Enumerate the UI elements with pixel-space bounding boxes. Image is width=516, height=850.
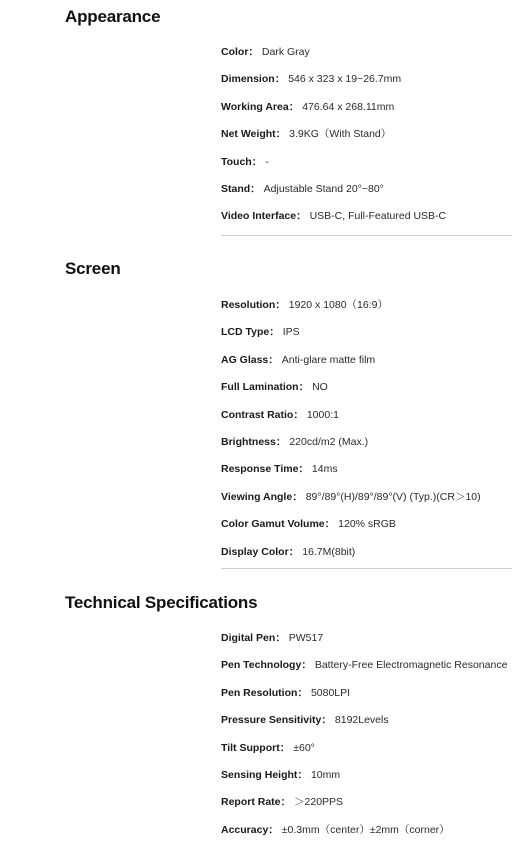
spec-separator: ： [288, 100, 300, 113]
spec-value: - [265, 155, 269, 168]
spec-separator: ： [301, 659, 312, 672]
spec-separator: ： [288, 545, 300, 558]
spec-value: ＞220PPS [294, 796, 344, 809]
spec-value: 8192Levels [334, 714, 389, 727]
spec-row-pen-resolution [221, 686, 512, 713]
spec-value: ±0.3mm（center）±2mm（corner） [281, 823, 450, 836]
spec-value: IPS [282, 326, 300, 339]
spec-row-response-time [221, 462, 512, 489]
screen-spec-list [221, 298, 512, 572]
spec-row-report-rate [221, 795, 512, 822]
spec-row-video-interface [221, 209, 512, 236]
spec-value: 220cd/m2 (Max.) [289, 435, 369, 448]
spec-label: Pressure Sensitivity [221, 714, 322, 727]
spec-label: Brightness [221, 435, 276, 448]
spec-row-dimension [221, 72, 512, 99]
spec-value: PW517 [288, 632, 324, 644]
spec-label: Tilt Support [221, 741, 280, 754]
spec-label: LCD Type [221, 326, 270, 339]
spec-value: 120% sRGB [338, 518, 396, 531]
spec-separator: ： [298, 381, 310, 394]
spec-label: Sensing Height [221, 768, 298, 781]
spec-row-lcd-type [221, 325, 512, 352]
spec-value: 16.7M(8bit) [302, 545, 356, 558]
spec-row-stand [221, 182, 512, 209]
spec-value: Battery-Free Electromagnetic Resonance [314, 659, 508, 672]
divider-screen [221, 568, 512, 569]
spec-separator: ： [293, 408, 304, 421]
spec-row-net-weight [221, 127, 512, 154]
spec-label: Working Area [221, 100, 289, 113]
spec-separator: ： [269, 326, 280, 339]
spec-separator: ： [298, 463, 309, 476]
spec-separator: ： [321, 714, 332, 727]
divider-appearance [221, 235, 512, 236]
spec-label: Video Interface [221, 210, 297, 223]
spec-label: Digital Pen [221, 632, 276, 644]
spec-value: Dark Gray [261, 46, 310, 58]
spec-row-brightness [221, 435, 512, 462]
spec-label: Pen Resolution [221, 686, 298, 699]
spec-separator: ： [268, 353, 279, 366]
spec-separator: ： [275, 435, 287, 448]
spec-separator: ： [279, 741, 291, 754]
spec-label: Touch [221, 155, 252, 168]
spec-value: 89°/89°(H)/89°/89°(V) (Typ.)(CR＞10) [305, 490, 481, 503]
spec-separator: ： [248, 46, 259, 58]
spec-row-full-lamination [221, 380, 512, 407]
spec-label: Accuracy [221, 823, 269, 836]
spec-row-tilt-support [221, 741, 512, 768]
spec-label: Net Weight [221, 128, 276, 141]
spec-label: AG Glass [221, 353, 269, 366]
spec-separator: ： [280, 796, 292, 809]
spec-value: 1000:1 [306, 408, 339, 421]
spec-separator: ： [275, 128, 287, 141]
spec-separator: ： [268, 823, 279, 836]
spec-separator: ： [297, 768, 308, 781]
spec-separator: ： [292, 490, 303, 503]
spec-label: Pen Technology [221, 659, 302, 672]
spec-separator: ： [275, 299, 286, 311]
spec-separator: ： [297, 686, 308, 699]
spec-row-touch [221, 155, 512, 182]
spec-label: Color [221, 46, 249, 58]
spec-value: Adjustable Stand 20°~80° [263, 182, 384, 195]
spec-value: 10mm [310, 768, 341, 781]
section-title-screen: Screen [65, 259, 121, 278]
spec-row-working-area [221, 100, 512, 127]
spec-value: 476.64 x 268.11mm [302, 100, 395, 113]
spec-value: 546 x 323 x 19~26.7mm [288, 73, 402, 86]
spec-row-color-gamut-volume [221, 517, 512, 544]
spec-label: Stand [221, 182, 251, 195]
spec-value: 14ms [311, 463, 338, 476]
section-title-technical-specifications: Technical Specifications [65, 593, 258, 612]
spec-label: Report Rate [221, 796, 281, 809]
spec-separator: ： [274, 73, 286, 86]
spec-row-pressure-sensitivity [221, 713, 512, 740]
technical-spec-list [221, 631, 512, 850]
spec-row-accuracy [221, 823, 512, 850]
spec-row-ag-glass [221, 353, 512, 380]
section-title-appearance: Appearance [65, 7, 161, 26]
spec-row-viewing-angle [221, 490, 512, 517]
spec-label: Display Color [221, 545, 289, 558]
spec-label: Color Gamut Volume [221, 518, 325, 531]
appearance-spec-list [221, 45, 512, 237]
spec-row-sensing-height [221, 768, 512, 795]
spec-separator: ： [250, 182, 261, 195]
spec-value: Anti-glare matte film [281, 353, 376, 366]
spec-row-pen-technology [221, 658, 512, 685]
spec-value: 5080LPI [310, 686, 351, 699]
spec-value: 3.9KG（With Stand） [289, 128, 392, 141]
spec-row-digital-pen [221, 631, 512, 658]
spec-row-color [221, 45, 512, 72]
spec-label: Viewing Angle [221, 490, 293, 503]
spec-label: Full Lamination [221, 381, 299, 394]
spec-separator: ： [275, 632, 286, 644]
spec-separator: ： [296, 210, 307, 223]
spec-row-contrast-ratio [221, 408, 512, 435]
spec-value: 1920 x 1080（16:9） [288, 299, 388, 311]
spec-label: Response Time [221, 463, 299, 476]
spec-value: ±60° [293, 741, 315, 754]
spec-value: USB-C, Full-Featured USB-C [309, 210, 447, 223]
spec-row-resolution [221, 298, 512, 325]
spec-separator: ： [324, 518, 336, 531]
spec-label: Contrast Ratio [221, 408, 294, 421]
spec-label: Dimension [221, 73, 275, 86]
spec-value: NO [312, 381, 328, 394]
spec-label: Resolution [221, 299, 276, 311]
spec-separator: ： [251, 155, 263, 168]
